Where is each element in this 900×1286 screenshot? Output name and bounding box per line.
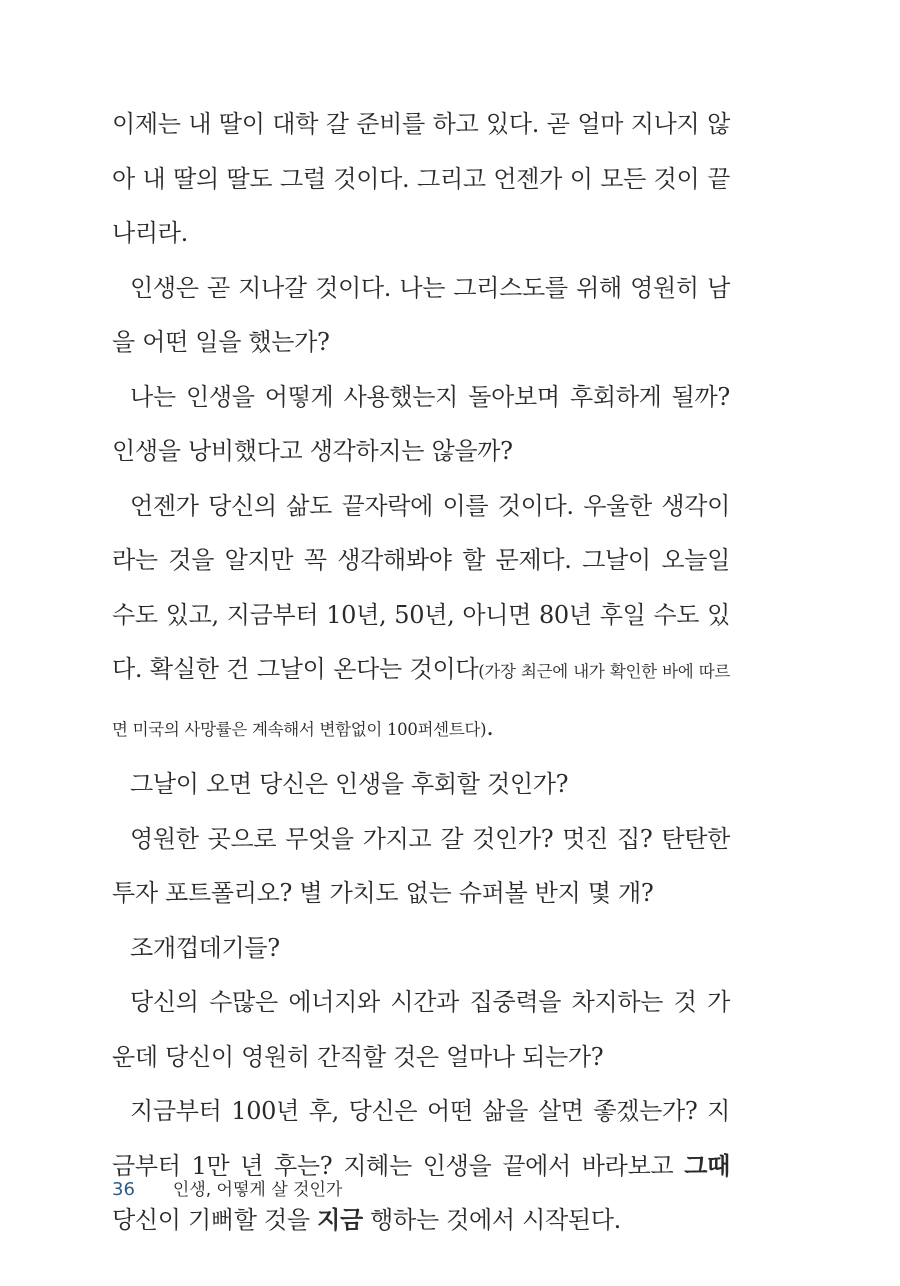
running-title: 인생, 어떻게 살 것인가 [172, 1180, 343, 1200]
paragraph-3: 나는 인생을 어떻게 사용했는지 돌아보며 후회하게 될까? 인생을 낭비했다고 생각하지는 않을까? [112, 382, 730, 465]
body-text [112, 97, 730, 1248]
emphasis-now: 지금 [317, 1205, 363, 1234]
paragraph-5: 그날이 오면 당신은 인생을 후회할 것인가? [130, 770, 569, 798]
paragraph-4: 언젠가 당신의 삶도 끝자락에 이를 것이다. 우울한 생각이라는 것을 알지만 꼭 생각해봐야 할 문제다. 그날이 오늘일 수도 있고, 지금부터 10년, 50년, 아니면 80년 후일 수도 있다. 확실한 건 그날이 온다는 것이다(가장 최근에 내가 확인한 바에 따르면 미국의 사망률은 계속해서 변함없이 100퍼센트다). [112, 491, 730, 741]
emphasis-then: 그때 [684, 1150, 730, 1180]
paragraph-8: 당신의 수많은 에너지와 시간과 집중력을 차지하는 것 가운데 당신이 영원히 간직할 것은 얼마나 되는가? [112, 988, 730, 1071]
page-number: 36 [112, 1179, 135, 1200]
paragraph-1: 이제는 내 딸이 대학 갈 준비를 하고 있다. 곧 얼마 지나지 않아 내 딸의 딸도 그럴 것이다. 그리고 언젠가 이 모든 것이 끝나리라. [112, 110, 730, 247]
paragraph-6: 영원한 곳으로 무엇을 가지고 갈 것인가? 멋진 집? 탄탄한 투자 포트폴리오? 별 가치도 없는 슈퍼볼 반지 몇 개? [112, 824, 730, 907]
parenthetical-note: (가장 최근에 내가 확인한 바에 따르면 미국의 사망률은 계속해서 변함없이 100퍼센트다) [112, 662, 730, 739]
paragraph-9: 지금부터 100년 후, 당신은 어떤 삶을 살면 좋겠는가? 지금부터 1만 년 후는? 지혜는 인생을 끝에서 바라보고 그때 당신이 기뻐할 것을 지금 행하는 것에서 시작된다. [112, 1097, 730, 1234]
page-footer [112, 1175, 342, 1200]
paragraph-7: 조개껍데기들? [130, 933, 280, 962]
paragraph-2: 인생은 곧 지나갈 것이다. 나는 그리스도를 위해 영원히 남을 어떤 일을 했는가? [112, 273, 730, 356]
